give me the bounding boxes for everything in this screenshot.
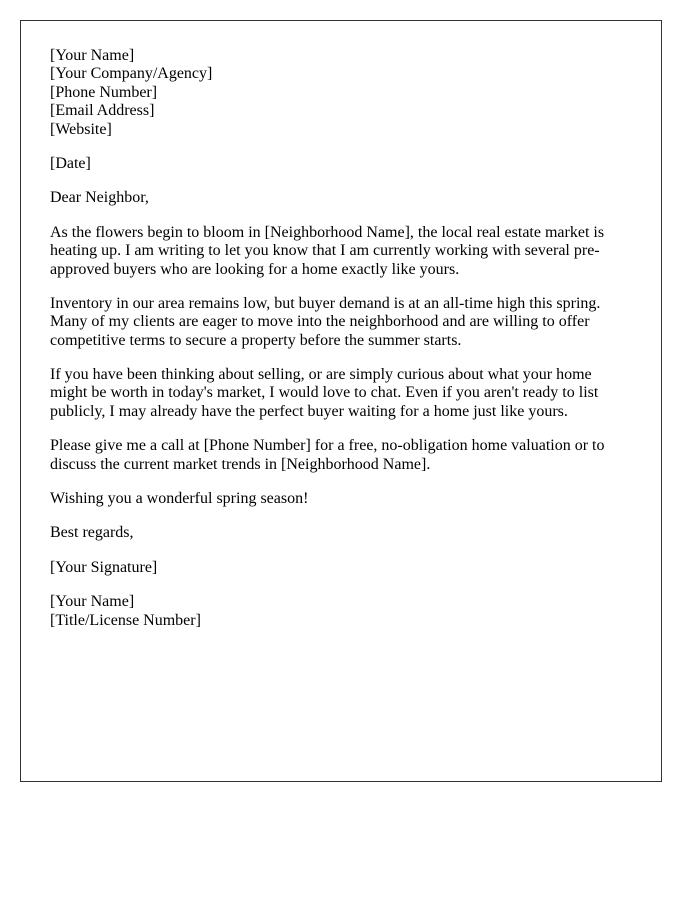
sender-info-block <box>50 47 632 139</box>
date-line: [Date] <box>50 154 91 172</box>
sender-website-line: [Website] <box>50 120 112 138</box>
body-paragraph-3: If you have been thinking about selling, or are simply curious about what your home might be worth in today's market, I would love to chat. Even if you aren't ready to list publicly, I may already have the perfect buyer waiting for a home just like yours. <box>50 366 599 420</box>
signature-placeholder: [Your Signature] <box>50 558 158 576</box>
valediction: Best regards, <box>50 524 134 542</box>
signature-name-line: [Your Name] <box>50 593 135 611</box>
sender-email-line: [Email Address] <box>50 102 155 120</box>
sender-phone-line: [Phone Number] <box>50 83 158 101</box>
sender-name-line: [Your Name] <box>50 47 135 64</box>
body-paragraph-2: Inventory in our area remains low, but buyer demand is at an all-time high this spring. Many of my clients are eager to move into the neighborhood and are willing to offer competitive terms to secure a property before the summer starts. <box>50 294 601 349</box>
letter-container <box>20 20 662 782</box>
signature-block <box>50 593 632 630</box>
body-paragraph-5: Wishing you a wonderful spring season! <box>50 490 309 508</box>
salutation: Dear Neighbor, <box>50 189 149 207</box>
body-paragraph-1: As the flowers begin to bloom in [Neighborhood Name], the local real estate market is heating up. I am writing to let you know that I am currently working with several pre-approved buyers who are looking for a home exactly like yours. <box>50 223 605 278</box>
sender-company-line: [Your Company/Agency] <box>50 65 213 83</box>
body-paragraph-4: Please give me a call at [Phone Number] for a free, no-obligation home valuation or to discuss the current market trends in [Neighborhood Name]. <box>50 437 605 473</box>
signature-title-line: [Title/License Number] <box>50 611 201 629</box>
